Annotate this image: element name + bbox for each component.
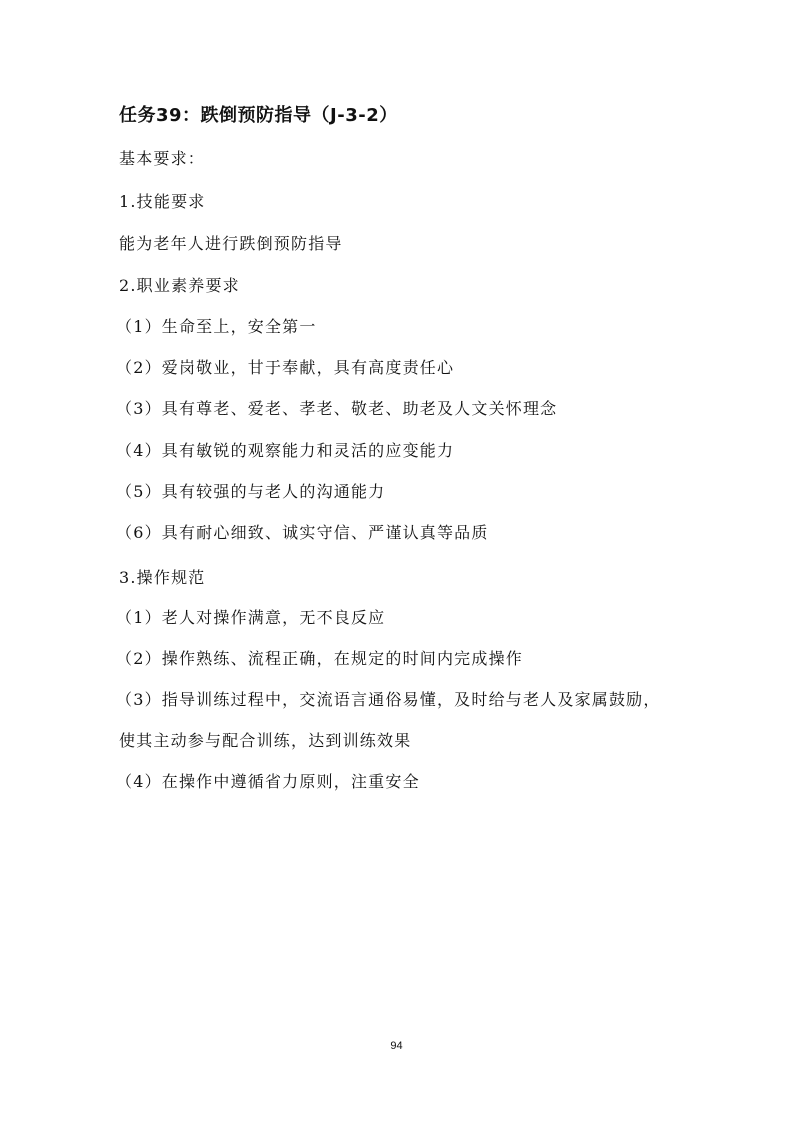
quality-item-3: （3）具有尊老、爱老、孝老、敬老、助老及人文关怀理念	[116, 399, 558, 418]
operation-item-1: （1）老人对操作满意，无不良反应	[116, 608, 386, 627]
quality-item-5: （5）具有较强的与老人的沟通能力	[116, 482, 386, 501]
page-number: 94	[390, 1040, 403, 1052]
quality-item-4: （4）具有敏锐的观察能力和灵活的应变能力	[116, 441, 455, 460]
operation-item-4: （4）在操作中遵循省力原则，注重安全	[116, 772, 420, 791]
heading-skill-requirements: 1.技能要求	[119, 192, 206, 211]
heading-professional-quality: 2.职业素养要求	[119, 276, 240, 295]
operation-item-2: （2）操作熟练、流程正确，在规定的时间内完成操作	[116, 649, 523, 668]
quality-item-6: （6）具有耐心细致、诚实守信、严谨认真等品质	[116, 523, 489, 542]
operation-item-3-continued: 使其主动参与配合训练，达到训练效果	[119, 731, 412, 750]
heading-operation-standards: 3.操作规范	[119, 568, 206, 587]
skill-requirement-text: 能为老年人进行跌倒预防指导	[119, 234, 343, 253]
quality-item-1: （1）生命至上，安全第一	[116, 317, 317, 336]
task-title: 任务39：跌倒预防指导（J-3-2）	[119, 105, 398, 126]
section-basic-requirements: 基本要求：	[119, 149, 206, 168]
quality-item-2: （2）爱岗敬业，甘于奉献，具有高度责任心	[116, 358, 455, 377]
operation-item-3: （3）指导训练过程中，交流语言通俗易懂，及时给与老人及家属鼓励，	[116, 690, 661, 709]
